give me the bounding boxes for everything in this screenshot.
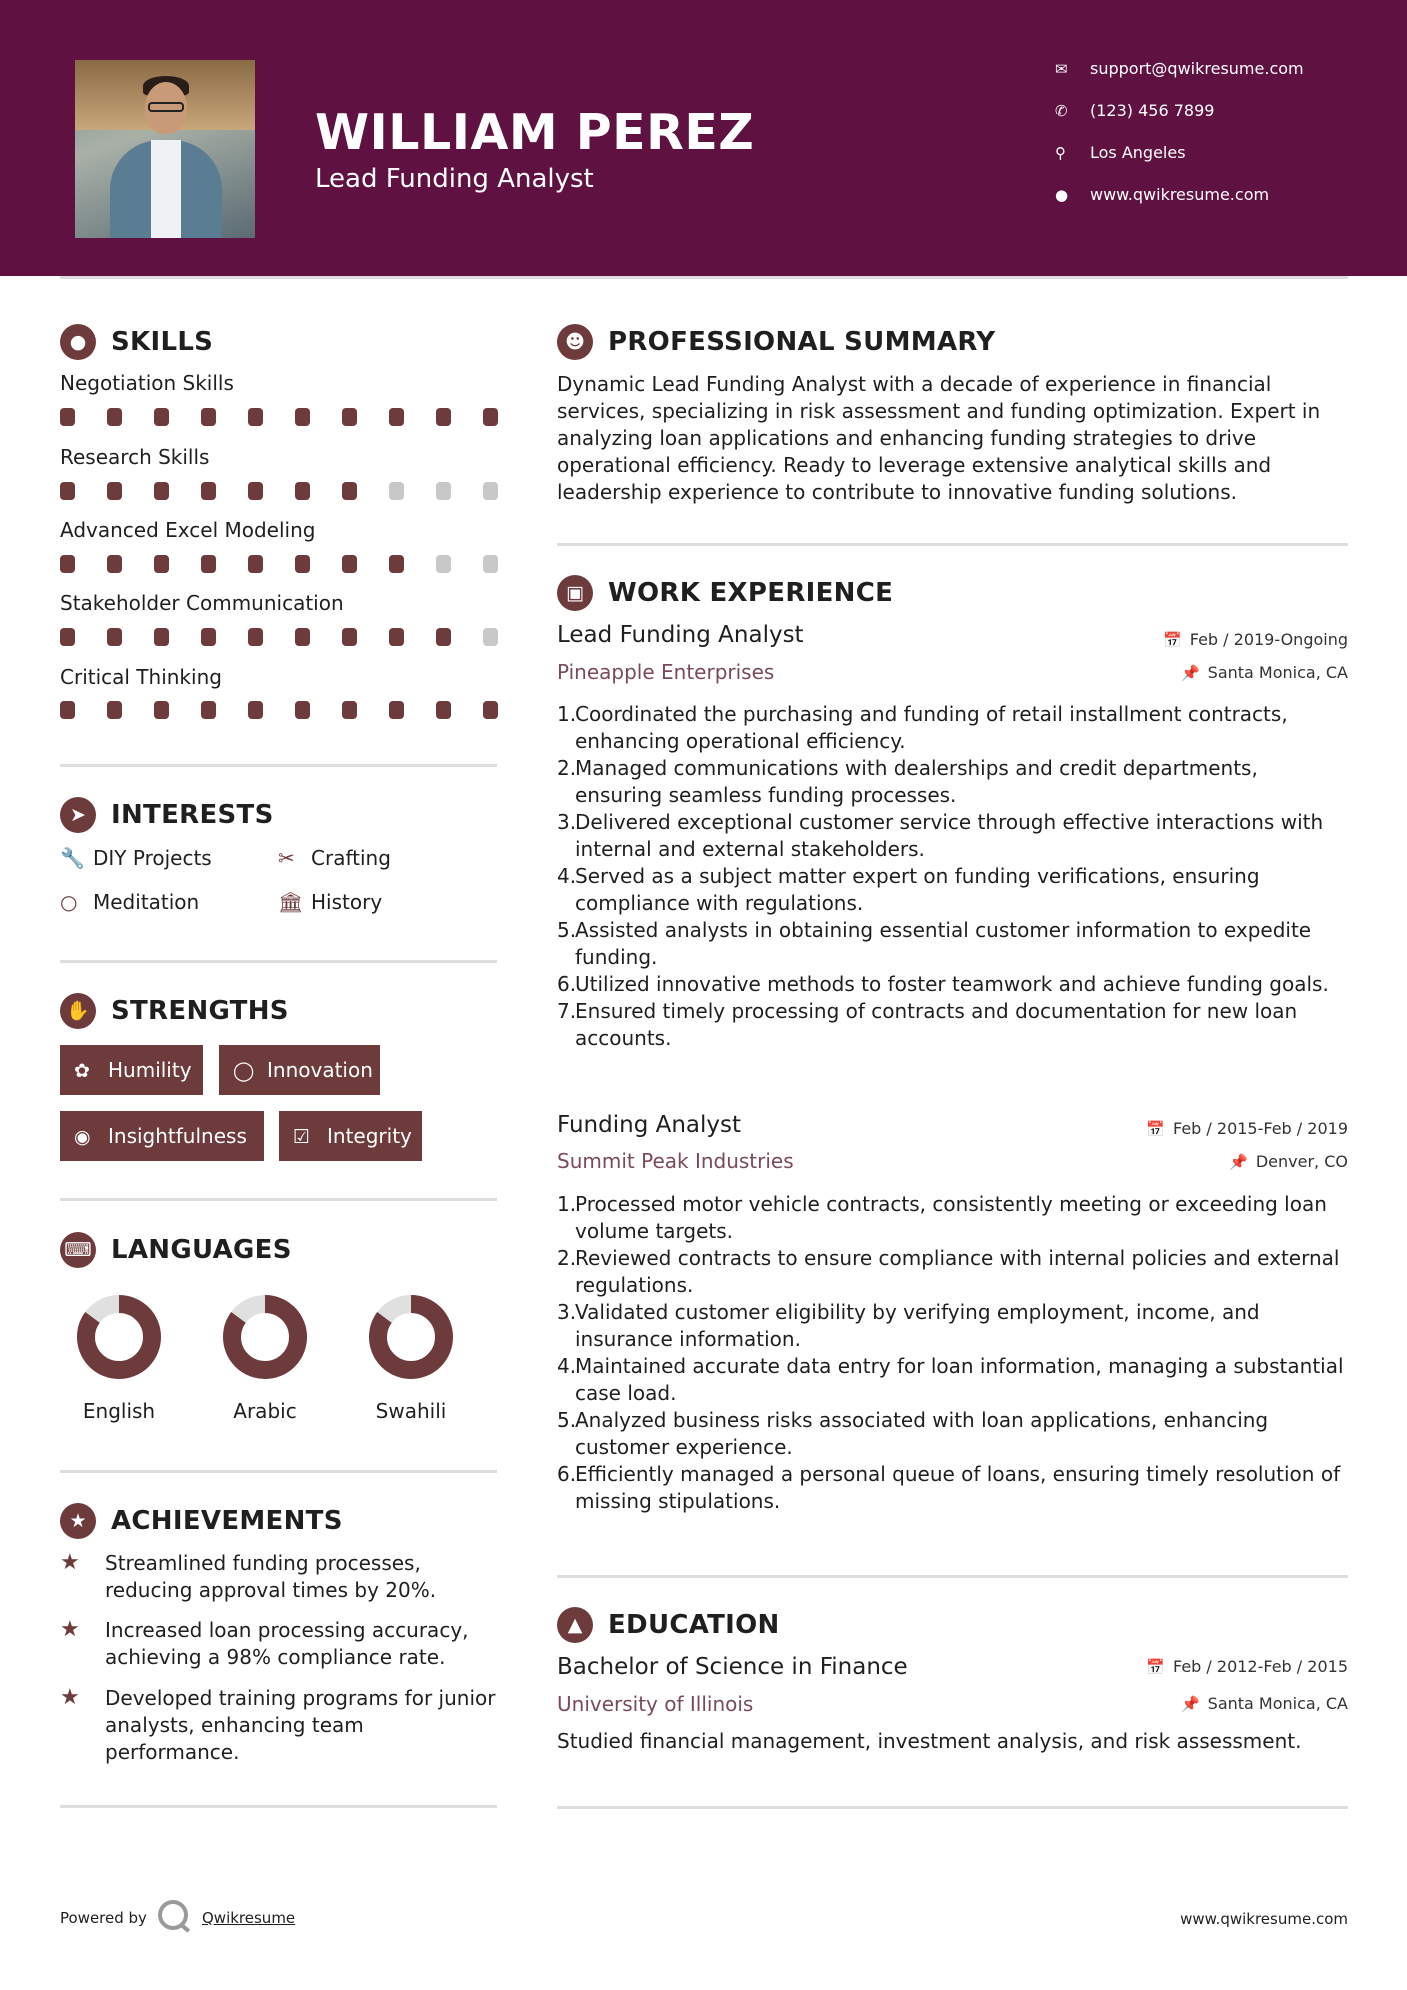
- qwikresume-logo: [158, 1900, 188, 1930]
- skill-dot-filled: [154, 555, 169, 573]
- degree-title: Bachelor of Science in Finance: [557, 1654, 908, 1680]
- duty-item: 2. Managed communications with dealerships and credit departments, ensuring seamless funding processes.: [557, 756, 1258, 807]
- skill-dot-filled: [389, 408, 404, 426]
- strength-tag: ◉ Insightfulness: [60, 1111, 264, 1161]
- duty-item: 4. Served as a subject matter expert on funding verifications, ensuring compliance with regulations.: [557, 864, 1260, 915]
- footer-website-link[interactable]: www.qwikresume.com: [1180, 1910, 1348, 1928]
- globe-icon: ●: [1055, 186, 1069, 204]
- skill-dot-filled: [60, 408, 75, 426]
- interests-heading: INTERESTS: [111, 800, 274, 830]
- duty-item: 6. Efficiently managed a personal queue of loans, ensuring timely resolution of missing stipulations.: [557, 1462, 1341, 1513]
- skill-dot-filled: [295, 701, 310, 719]
- language-ring: [86, 1304, 152, 1370]
- experience-heading: WORK EXPERIENCE: [608, 578, 894, 608]
- skill-dot-filled: [154, 482, 169, 500]
- skill-dot-filled: [201, 701, 216, 719]
- skill-rating: [60, 555, 500, 573]
- pushpin-icon: 📌: [1229, 1153, 1248, 1171]
- contact-email[interactable]: ✉ support@qwikresume.com: [1055, 57, 1375, 81]
- achievements-heading: ACHIEVEMENTS: [111, 1506, 343, 1536]
- skill-dot-filled: [389, 701, 404, 719]
- phone-icon: ✆: [1055, 102, 1068, 120]
- education-description: Studied financial management, investment analysis, and risk assessment.: [557, 1729, 1302, 1753]
- header-divider: [60, 276, 1348, 279]
- language-icon: ⌨: [60, 1232, 96, 1268]
- contact-location: ⚲ Los Angeles: [1055, 141, 1375, 165]
- skill-dot-empty: [483, 482, 498, 500]
- duty-item: 5. Assisted analysts in obtaining essential customer information to expedite funding.: [557, 918, 1312, 969]
- section-divider: [60, 764, 497, 767]
- map-pin-icon: ⚲: [1055, 144, 1066, 162]
- calendar-icon: 📅: [1163, 631, 1182, 649]
- strength-tag: ☑ Integrity: [279, 1111, 422, 1161]
- skill-rating: [60, 628, 500, 646]
- duty-item: 1. Coordinated the purchasing and funding of retail installment contracts, enhancing operational efficiency.: [557, 702, 1288, 753]
- skill-dot-filled: [248, 555, 263, 573]
- check-square-icon: ☑: [293, 1126, 311, 1148]
- lightbulb-icon: ●: [60, 324, 96, 360]
- education-location: 📌 Santa Monica, CA: [1180, 1694, 1348, 1713]
- language-ring: [232, 1304, 298, 1370]
- skill-dot-filled: [201, 408, 216, 426]
- job-title: Funding Analyst: [557, 1112, 742, 1138]
- language-label: Swahili: [375, 1399, 447, 1423]
- skill-dot-empty: [483, 628, 498, 646]
- duty-item: 7. Ensured timely processing of contracts and documentation for new loan accounts.: [557, 999, 1298, 1050]
- skill-dot-filled: [483, 408, 498, 426]
- duty-item: 1. Processed motor vehicle contracts, consistently meeting or exceeding loan volume targets.: [557, 1192, 1327, 1243]
- skill-rating: [60, 408, 500, 426]
- skill-dot-filled: [60, 482, 75, 500]
- skill-dot-filled: [389, 555, 404, 573]
- achievement-item: ★ Streamlined funding processes, reducing approval times by 20%.: [60, 1550, 437, 1602]
- skill-dot-filled: [154, 408, 169, 426]
- section-divider: [60, 960, 497, 963]
- duty-item: 3. Delivered exceptional customer service through effective interactions with internal and external stakeholders.: [557, 810, 1324, 861]
- section-divider: [557, 1575, 1348, 1578]
- skill-dot-filled: [60, 701, 75, 719]
- qwikresume-link[interactable]: Qwikresume: [202, 1909, 296, 1927]
- skill-dot-filled: [60, 555, 75, 573]
- duty-item: 4. Maintained accurate data entry for loan information, managing a substantial case load.: [557, 1354, 1344, 1405]
- skill-dot-filled: [436, 701, 451, 719]
- skill-name: Negotiation Skills: [60, 371, 234, 395]
- candidate-name: WILLIAM PEREZ: [315, 104, 755, 161]
- user-icon: ☻: [557, 324, 593, 360]
- duty-item: 6. Utilized innovative methods to foster teamwork and achieve funding goals.: [557, 972, 1329, 996]
- skill-dot-filled: [201, 628, 216, 646]
- skill-dot-filled: [107, 408, 122, 426]
- skill-dot-filled: [248, 701, 263, 719]
- skill-dot-filled: [201, 482, 216, 500]
- star-icon: ★: [60, 1617, 80, 1642]
- skill-dot-filled: [107, 628, 122, 646]
- skill-name: Advanced Excel Modeling: [60, 518, 316, 542]
- strength-tag: ✿ Humility: [60, 1045, 203, 1095]
- duty-list: [557, 1191, 1347, 1515]
- job-dates: 📅 Feb / 2015-Feb / 2019: [1146, 1119, 1348, 1138]
- scissors-icon: ✂: [278, 846, 295, 870]
- powered-by-label: Powered by: [60, 1909, 147, 1927]
- duty-item: 2. Reviewed contracts to ensure compliance with internal policies and external regulations.: [557, 1246, 1340, 1297]
- job-title: Lead Funding Analyst: [557, 622, 804, 648]
- graduation-icon: ▲: [557, 1607, 593, 1643]
- star-badge-icon: ★: [60, 1503, 96, 1539]
- strength-tag: ◯ Innovation: [219, 1045, 380, 1095]
- skill-dot-empty: [483, 555, 498, 573]
- skill-name: Research Skills: [60, 445, 210, 469]
- eye-icon: ◉: [74, 1126, 91, 1148]
- skill-rating: [60, 701, 500, 719]
- skill-dot-filled: [154, 701, 169, 719]
- paper-plane-icon: ➤: [60, 797, 96, 833]
- skill-dot-filled: [436, 408, 451, 426]
- pushpin-icon: 📌: [1180, 1695, 1200, 1713]
- skill-dot-filled: [107, 555, 122, 573]
- contact-phone[interactable]: ✆ (123) 456 7899: [1055, 99, 1375, 123]
- skill-dot-filled: [342, 628, 357, 646]
- skill-dot-filled: [342, 408, 357, 426]
- education-dates: 📅 Feb / 2012-Feb / 2015: [1146, 1657, 1348, 1676]
- duty-list: [557, 701, 1347, 1052]
- company-name: Pineapple Enterprises: [557, 660, 775, 684]
- contact-website[interactable]: ● www.qwikresume.com: [1055, 183, 1375, 207]
- duty-item: 5. Analyzed business risks associated with loan applications, enhancing customer experience.: [557, 1408, 1269, 1459]
- job-dates: 📅 Feb / 2019-Ongoing: [1163, 630, 1348, 649]
- skill-dot-filled: [295, 628, 310, 646]
- envelope-icon: ✉: [1055, 60, 1068, 78]
- skill-dot-empty: [436, 482, 451, 500]
- duty-item: 3. Validated customer eligibility by verifying employment, income, and insurance information.: [557, 1300, 1260, 1351]
- skill-dot-filled: [483, 701, 498, 719]
- circle-icon: ○: [60, 890, 78, 914]
- skill-dot-filled: [201, 555, 216, 573]
- language-label: English: [82, 1399, 156, 1423]
- skill-dot-filled: [342, 482, 357, 500]
- skill-dot-filled: [389, 628, 404, 646]
- skill-dot-empty: [436, 555, 451, 573]
- skill-dot-filled: [107, 482, 122, 500]
- star-icon: ★: [60, 1685, 80, 1710]
- pushpin-icon: 📌: [1180, 664, 1200, 682]
- skill-name: Stakeholder Communication: [60, 591, 344, 615]
- job-location: 📌 Santa Monica, CA: [1180, 663, 1348, 682]
- skill-dot-filled: [60, 628, 75, 646]
- skill-dot-filled: [248, 408, 263, 426]
- language-label: Arabic: [233, 1399, 297, 1423]
- strengths-heading: STRENGTHS: [111, 996, 289, 1026]
- skill-dot-filled: [248, 628, 263, 646]
- skill-dot-filled: [295, 482, 310, 500]
- summary-heading: PROFESSIONAL SUMMARY: [608, 327, 996, 357]
- wrench-icon: 🔧: [60, 846, 85, 870]
- job-location: 📌 Denver, CO: [1229, 1152, 1348, 1171]
- calendar-icon: 📅: [1146, 1120, 1165, 1138]
- skill-dot-filled: [342, 555, 357, 573]
- achievement-item: ★ Increased loan processing accuracy, achieving a 98% compliance rate.: [60, 1617, 469, 1669]
- language-rings: [60, 1288, 500, 1388]
- skill-dot-filled: [436, 628, 451, 646]
- skill-dot-filled: [342, 701, 357, 719]
- skill-dot-empty: [389, 482, 404, 500]
- candidate-title: Lead Funding Analyst: [315, 164, 594, 194]
- skill-dot-filled: [154, 628, 169, 646]
- school-name: University of Illinois: [557, 1692, 754, 1716]
- hand-icon: ✋: [60, 993, 96, 1029]
- skill-rating: [60, 482, 500, 500]
- skill-dot-filled: [295, 555, 310, 573]
- languages-heading: LANGUAGES: [111, 1235, 292, 1265]
- skills-heading: SKILLS: [111, 327, 214, 357]
- section-divider: [60, 1470, 497, 1473]
- skill-dot-filled: [295, 408, 310, 426]
- section-divider: [60, 1805, 497, 1808]
- lightbulb-icon: ◯: [233, 1060, 255, 1082]
- resume-header: [0, 0, 1407, 276]
- leaf-icon: ✿: [74, 1060, 90, 1082]
- briefcase-icon: ▣: [557, 575, 593, 611]
- profile-photo: [75, 60, 255, 238]
- skill-dot-filled: [107, 701, 122, 719]
- section-divider: [60, 1198, 497, 1201]
- achievement-item: ★ Developed training programs for junior analysts, enhancing team performance.: [60, 1685, 496, 1764]
- language-ring: [378, 1304, 444, 1370]
- education-heading: EDUCATION: [608, 1610, 780, 1640]
- section-divider: [557, 1806, 1348, 1809]
- company-name: Summit Peak Industries: [557, 1149, 794, 1173]
- skill-name: Critical Thinking: [60, 665, 222, 689]
- star-icon: ★: [60, 1550, 80, 1575]
- summary-text: Dynamic Lead Funding Analyst with a decade of experience in financial services, specializing in risk assessment and funding optimization. Expert in analyzing loan applications and enhancing funding strategies to drive operational efficiency. Ready to leverage extensive analytical skills and leadership experience to contribute to innovative funding solutions.: [557, 372, 1321, 504]
- bank-icon: 🏛: [278, 890, 304, 914]
- section-divider: [557, 543, 1348, 546]
- calendar-icon: 📅: [1146, 1658, 1165, 1676]
- skill-dot-filled: [248, 482, 263, 500]
